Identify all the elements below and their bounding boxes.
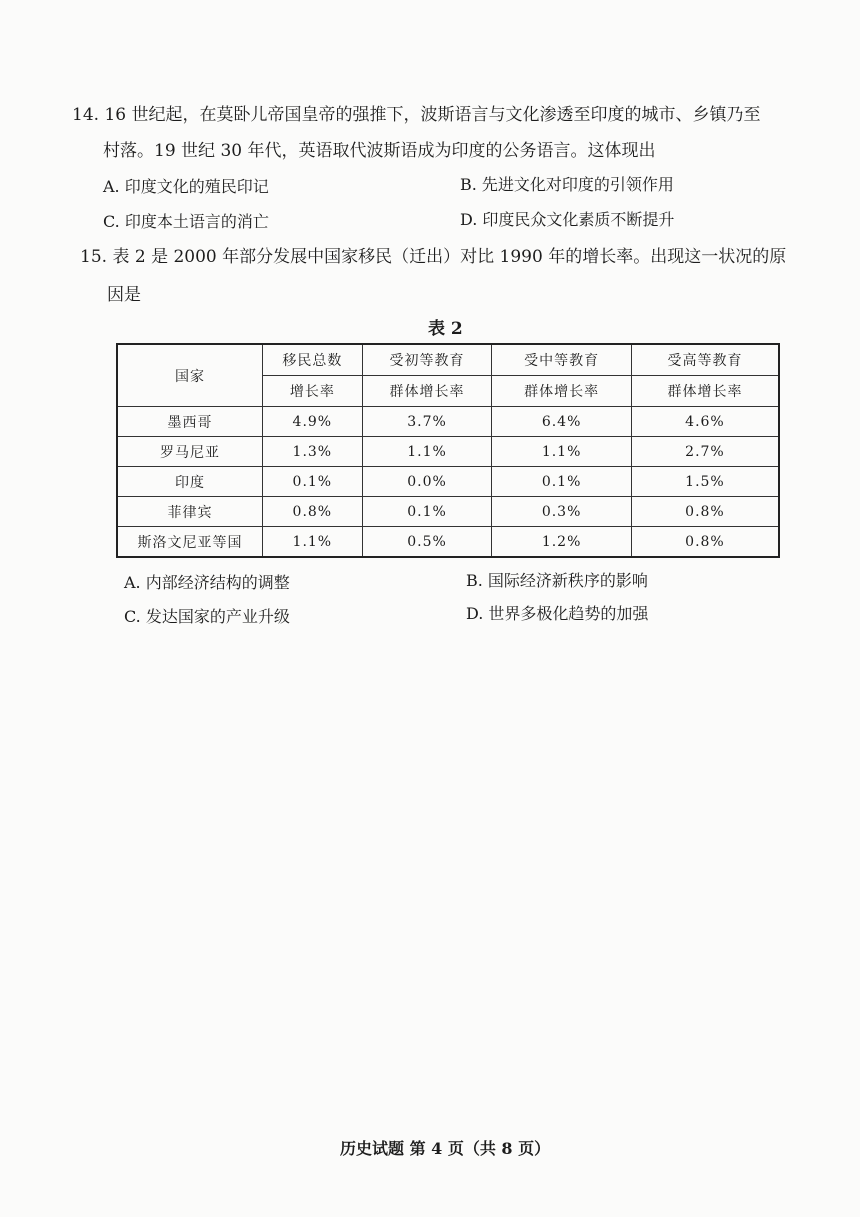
table-row (117, 497, 779, 527)
migration-table (116, 343, 780, 558)
cell-total: 4.9% (262, 407, 362, 437)
cell-primary: 0.0% (362, 467, 492, 497)
q14-stem-line1: 14. 16 世纪起，在莫卧儿帝国皇帝的强推下，波斯语言与文化渗透至印度的城市、乡镇乃至 (72, 105, 761, 125)
table-row (117, 467, 779, 497)
header-secondary-2: 群体增长率 (492, 376, 632, 407)
cell-country: 罗马尼亚 (117, 437, 262, 467)
table-row (117, 407, 779, 437)
cell-primary: 1.1% (362, 437, 492, 467)
cell-higher: 4.6% (631, 407, 779, 437)
cell-primary: 0.5% (362, 527, 492, 558)
cell-higher: 0.8% (631, 527, 779, 558)
header-higher-2: 群体增长率 (631, 376, 779, 407)
cell-country: 斯洛文尼亚等国 (117, 527, 262, 558)
q15-option-a: A. 内部经济结构的调整 (124, 573, 290, 592)
q15-option-b: B. 国际经济新秩序的影响 (466, 571, 648, 590)
cell-country: 菲律宾 (117, 497, 262, 527)
cell-higher: 0.8% (631, 497, 779, 527)
header-total-2: 增长率 (262, 376, 362, 407)
q14-option-d: D. 印度民众文化素质不断提升 (460, 210, 675, 229)
page-footer: 历史试题 第 4 页（共 8 页） (340, 1139, 551, 1158)
cell-total: 1.1% (262, 527, 362, 558)
cell-secondary: 0.3% (492, 497, 632, 527)
cell-secondary: 1.1% (492, 437, 632, 467)
q15-stem-line1: 15. 表 2 是 2000 年部分发展中国家移民（迁出）对比 1990 年的增长率。出现这一状况的原 (80, 247, 787, 267)
q14-option-c: C. 印度本土语言的消亡 (103, 212, 269, 231)
cell-country: 印度 (117, 467, 262, 497)
cell-country: 墨西哥 (117, 407, 262, 437)
cell-secondary: 0.1% (492, 467, 632, 497)
cell-total: 0.8% (262, 497, 362, 527)
cell-primary: 0.1% (362, 497, 492, 527)
q14-option-a: A. 印度文化的殖民印记 (103, 177, 269, 196)
q15-stem-line2: 因是 (107, 285, 141, 305)
q15-option-d: D. 世界多极化趋势的加强 (466, 604, 649, 623)
header-higher-1: 受高等教育 (631, 344, 779, 376)
header-secondary-1: 受中等教育 (492, 344, 632, 376)
table-row (117, 437, 779, 467)
q14-stem-line2: 村落。19 世纪 30 年代，英语取代波斯语成为印度的公务语言。这体现出 (103, 141, 656, 161)
cell-primary: 3.7% (362, 407, 492, 437)
cell-total: 0.1% (262, 467, 362, 497)
cell-secondary: 6.4% (492, 407, 632, 437)
cell-secondary: 1.2% (492, 527, 632, 558)
table-row (117, 527, 779, 558)
header-country: 国家 (117, 344, 262, 407)
cell-total: 1.3% (262, 437, 362, 467)
q14-option-b: B. 先进文化对印度的引领作用 (460, 175, 674, 194)
header-total-1: 移民总数 (262, 344, 362, 376)
header-primary-2: 群体增长率 (362, 376, 492, 407)
header-primary-1: 受初等教育 (362, 344, 492, 376)
q15-option-c: C. 发达国家的产业升级 (124, 607, 290, 626)
table-caption: 表 2 (428, 319, 463, 339)
cell-higher: 2.7% (631, 437, 779, 467)
cell-higher: 1.5% (631, 467, 779, 497)
